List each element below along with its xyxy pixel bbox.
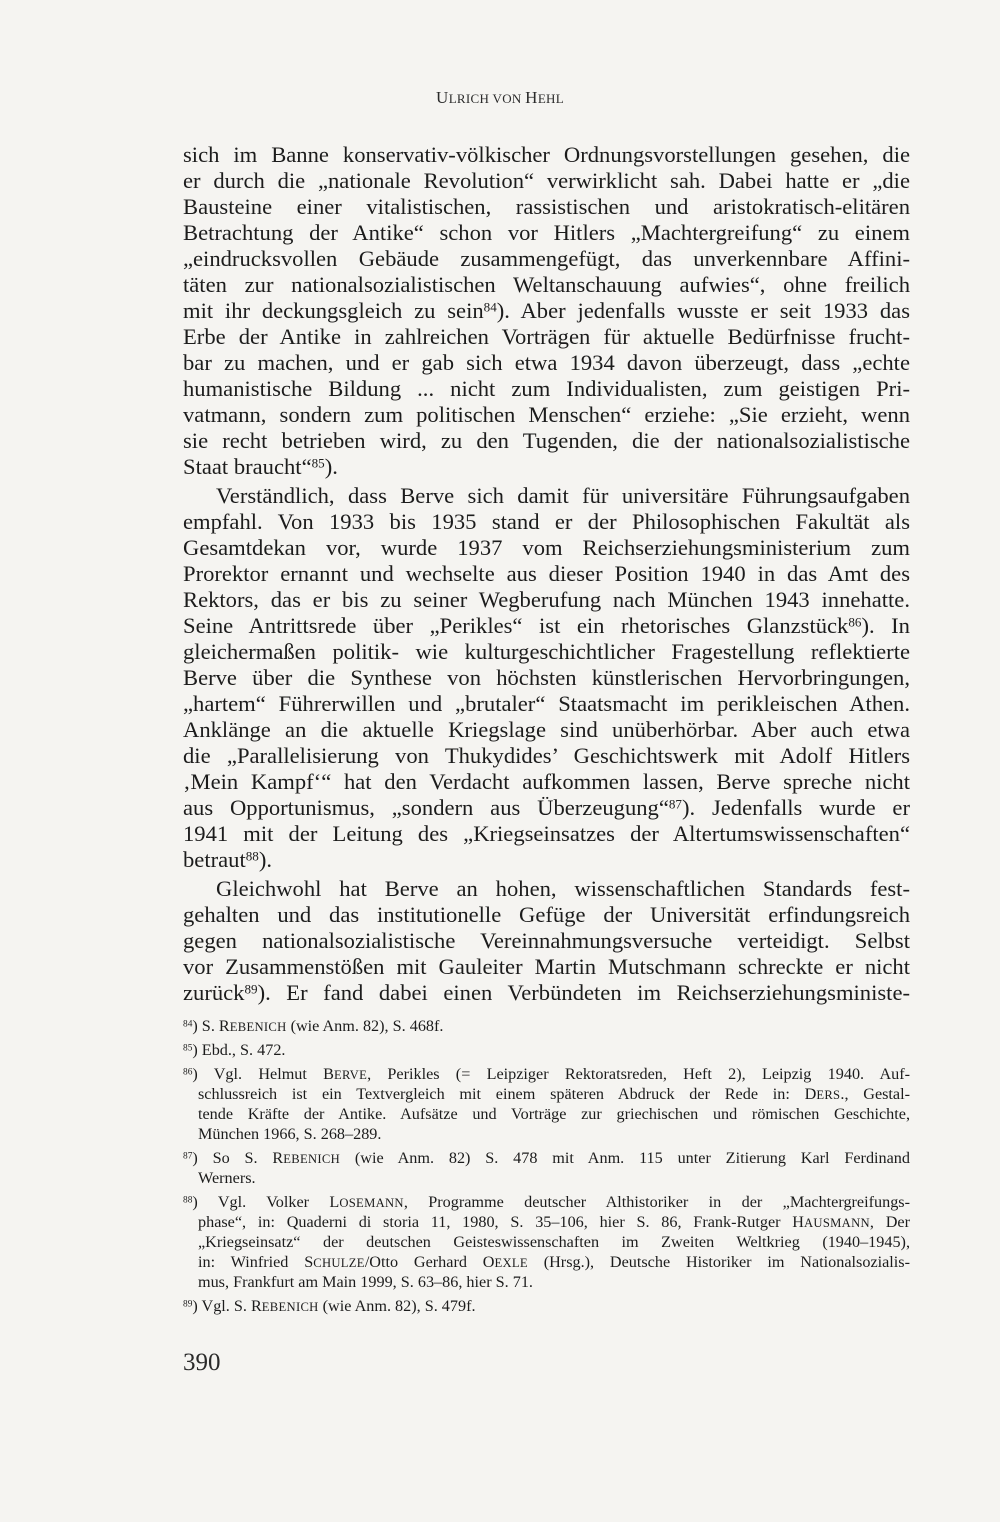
running-header-smallcaps: EHL [537, 91, 564, 106]
author-smallcaps: EXLE [494, 1256, 528, 1270]
text-run: ) Ebd., S. 472. [192, 1041, 286, 1059]
footnote-ref: 84 [483, 299, 497, 315]
text-run: , Der [869, 1213, 910, 1231]
footnote-84 [183, 1016, 910, 1037]
text-line: „hartem“ Führerwillen und „brutaler“ Staatsmacht im perikleischen Athen. [183, 691, 910, 716]
page-number: 390 [183, 1349, 221, 1376]
text-run: (Hrsg.), Deutsche Historiker im Nationalsozialis- [527, 1253, 910, 1271]
text-run: , Perikles (= Leipziger Rektoratsreden, Heft 2), Leipzig 1940. Auf- [367, 1065, 911, 1083]
footnote-ref: 89 [244, 981, 258, 997]
author-smallcaps: ERVE [333, 1068, 368, 1082]
running-header-smallcaps: LRICH VON [448, 91, 526, 106]
text-line [183, 298, 910, 324]
author-smallcaps: EBENICH [229, 1020, 287, 1034]
text-line: Rektors, das er bis zu seiner Wegberufung nach München 1943 innehatte. [183, 587, 910, 612]
footnote-ref: 86 [848, 614, 862, 630]
footnote-ref: 85 [311, 455, 325, 471]
footnote-88 [183, 1192, 910, 1213]
footnote-number: 88 [183, 1195, 193, 1206]
text-line: sich im Banne konservativ-völkischer Ordnungsvorstellungen gesehen, die [183, 142, 910, 167]
text-line: bar zu machen, und er gab sich etwa 1934 davon überzeugt, dass „echte [183, 350, 910, 375]
text-run: ) Vgl. Volker L [192, 1193, 340, 1211]
text-line: „eindrucksvollen Gebäude zusammengefügt, das unverkennbare Affini- [183, 246, 910, 271]
footnote-86-line [198, 1084, 910, 1105]
author-smallcaps: OSEMANN [339, 1196, 404, 1210]
footnote-88-line [198, 1212, 910, 1233]
footnote-87-line: Werners. [198, 1169, 256, 1187]
footnote-87 [183, 1148, 910, 1169]
text-line: Anklänge an die aktuelle Kriegslage sind unüberhörbar. Aber auch etwa [183, 717, 910, 742]
text-run: ) Vgl. S. R [192, 1297, 262, 1315]
text-line: die „Parallelisierung von Thukydides’ Geschichtswerk mit Adolf Hitlers [183, 743, 910, 768]
text-line: 1941 mit der Leitung des „Kriegseinsatzes der Altertumswissenschaften“ [183, 821, 910, 846]
text-run: ). Jedenfalls wurde er [681, 795, 910, 820]
text-line [183, 980, 910, 1006]
text-run: mit ihr deckungsgleich zu sein [183, 298, 484, 323]
footnote-ref: 87 [668, 796, 682, 812]
text-line: Betrachtung der Antike“ schon vor Hitlers „Machtergreifung“ zu einem [183, 220, 910, 245]
text-line: Erbe der Antike in zahlreichen Vorträgen für aktuelle Bedürfnisse frucht- [183, 324, 910, 349]
text-line [183, 613, 910, 639]
text-run: ) Vgl. Helmut B [192, 1065, 334, 1083]
text-run: (wie Anm. 82), S. 468f. [286, 1017, 444, 1035]
text-line: vor Zusammenstößen mit Gauleiter Martin Mutschmann schreckte er nicht [183, 954, 910, 979]
text-line: Bausteine einer vitalistischen, rassistischen und aristokratisch-elitären [183, 194, 910, 219]
text-run: ). In [861, 613, 910, 638]
text-run: ) So S. R [192, 1149, 284, 1167]
text-line: Prorektor ernannt und wechselte aus dieser Position 1940 in das Amt des [183, 561, 910, 586]
author-smallcaps: AUSMANN [803, 1216, 870, 1230]
footnote-89 [183, 1296, 910, 1317]
footnote-number: 86 [183, 1067, 193, 1078]
text-run: ). [258, 847, 273, 872]
text-line: er durch die „nationale Revolution“ verwirklicht sah. Dabei hatte er „die [183, 168, 910, 193]
text-run: betraut [183, 847, 246, 872]
footnote-86-line: tende Kräfte der Antike. Aufsätze und Vorträge zur griechischen und römischen Geschichte, [198, 1105, 910, 1123]
text-line [183, 795, 910, 821]
running-header [0, 88, 1000, 108]
text-line: humanistische Bildung ... nicht zum Individualisten, zum geistigen Pri- [183, 376, 910, 401]
text-line: empfahl. Von 1933 bis 1935 stand er der Philosophischen Fakultät als [183, 509, 910, 534]
footnote-number: 85 [183, 1043, 193, 1054]
text-run: in: Winfried S [198, 1253, 314, 1271]
footnote-86 [183, 1064, 910, 1085]
text-line: Gleichwohl hat Berve an hohen, wissenschaftlichen Standards fest- [216, 876, 910, 901]
text-line: Gesamtdekan vor, wurde 1937 vom Reichserziehungsministerium zum [183, 535, 910, 560]
text-run: ., Gestal- [840, 1085, 910, 1103]
text-line: vatmann, sondern zum politischen Menschen“ erziehe: „Sie erzieht, wenn [183, 402, 910, 427]
author-smallcaps: EBENICH [283, 1152, 341, 1166]
author-smallcaps: ERS [816, 1088, 841, 1102]
text-run: phase“, in: Quaderni di storia 11, 1980, S. 35–106, hier S. 86, Frank-Rutger H [198, 1213, 804, 1231]
text-run: ). [324, 454, 338, 479]
running-header-initial: H [525, 88, 538, 107]
text-line: sie recht betrieben wird, zu den Tugenden, die der nationalsozialistische [183, 428, 910, 453]
text-run: schlussreich ist ein Textvergleich mit einem späteren Abdruck der Rede in: D [198, 1085, 817, 1103]
footnote-number: 89 [183, 1299, 193, 1310]
text-run: , Programme deutscher Althistoriker in der „Machtergreifungs- [403, 1193, 910, 1211]
footnote-number: 87 [183, 1151, 193, 1162]
author-smallcaps: EBENICH [261, 1300, 319, 1314]
author-smallcaps: CHULZE [313, 1256, 365, 1270]
footnote-85 [183, 1040, 910, 1060]
footnote-88-line [198, 1252, 910, 1273]
text-line [183, 454, 910, 480]
text-line [183, 847, 910, 873]
text-run: (wie Anm. 82), S. 479f. [318, 1297, 476, 1315]
footnote-88-line: „Kriegseinsatz“ der deutschen Geisteswissenschaften im Zweiten Weltkrieg (1940–1945), [198, 1233, 910, 1251]
text-line: gehalten und das institutionelle Gefüge der Universität erfindungsreich [183, 902, 910, 927]
text-line: gleichermaßen politik- wie kulturgeschichtlicher Fragestellung reflektierte [183, 639, 910, 664]
text-line: gegen nationalsozialistische Vereinnahmungsversuche verteidigt. Selbst [183, 928, 910, 953]
text-run: ). Aber jedenfalls wusste er seit 1933 das [496, 298, 910, 323]
text-line: täten zur nationalsozialistischen Weltanschauung aufwies“, ohne freilich [183, 272, 910, 297]
text-run: Seine Antrittsrede über „Perikles“ ist ein rhetorisches Glanzstück [183, 613, 849, 638]
text-run: ) S. R [192, 1017, 230, 1035]
text-line: Berve über die Synthese von höchsten künstlerischen Hervorbringungen, [183, 665, 910, 690]
text-run: aus Opportunismus, „sondern aus Überzeugung“ [183, 795, 669, 820]
footnote-number: 84 [183, 1019, 193, 1030]
text-line: Verständlich, dass Berve sich damit für universitäre Führungsaufgaben [216, 483, 910, 508]
text-run: zurück [183, 980, 245, 1005]
running-header-initial: U [436, 88, 449, 107]
footnote-86-line: München 1966, S. 268–289. [198, 1125, 382, 1143]
text-line: ‚Mein Kampf‘“ hat den Verdacht aufkommen lassen, Berve spreche nicht [183, 769, 910, 794]
text-run: (wie Anm. 82) S. 478 mit Anm. 115 unter Zitierung Karl Ferdinand [340, 1149, 910, 1167]
text-run: /Otto Gerhard O [364, 1253, 495, 1271]
footnote-88-line: mus, Frankfurt am Main 1999, S. 63–86, hier S. 71. [198, 1273, 533, 1291]
footnote-ref: 88 [245, 848, 259, 864]
text-run: ). Er fand dabei einen Verbündeten im Reichserziehungsministe- [257, 980, 910, 1005]
text-run: Staat braucht“ [183, 454, 312, 479]
